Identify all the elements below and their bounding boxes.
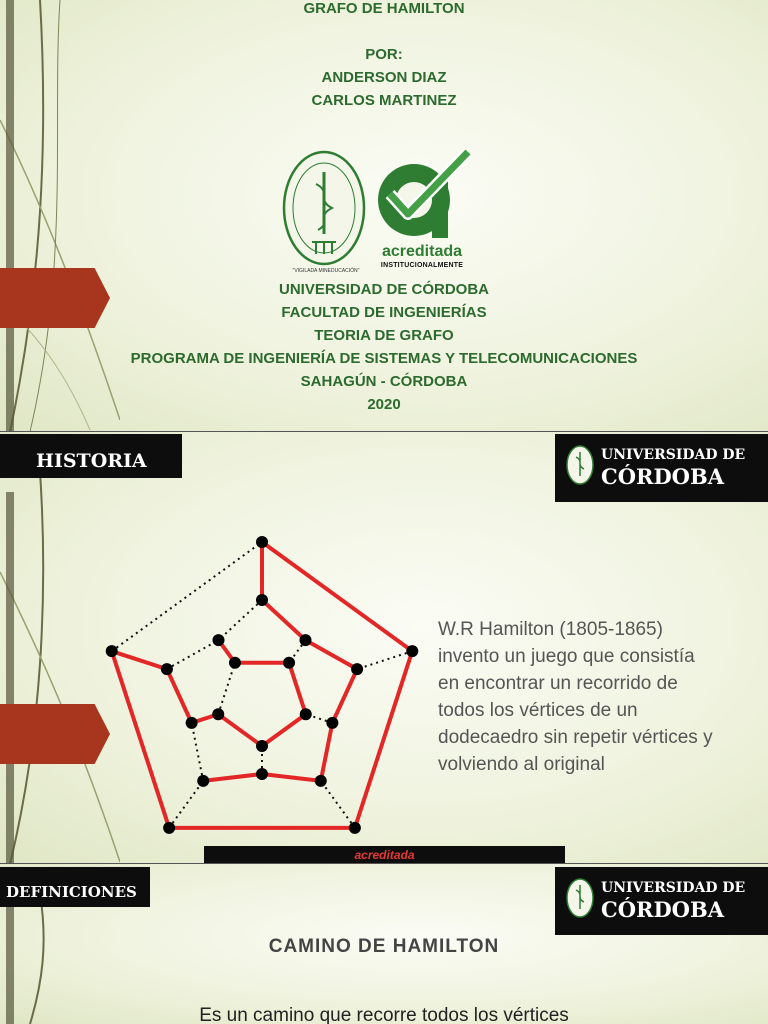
hamiltonian-cycle-edge: [203, 774, 262, 781]
hamiltonian-cycle-edge: [112, 651, 169, 828]
graph-vertex: [256, 740, 268, 752]
graph-vertex: [256, 536, 268, 548]
title-slide: [0, 0, 768, 432]
graph-vertex: [256, 768, 268, 780]
university-logo-badge: [555, 867, 768, 935]
graph-edge-dotted: [321, 781, 355, 828]
acreditada-subtitle: INSTITUCIONALMENTE: [380, 262, 464, 269]
graph-vertex: [351, 663, 363, 675]
hamiltonian-cycle-edge: [262, 600, 305, 640]
mini-crest-icon: [565, 877, 595, 919]
graph-vertex: [406, 645, 418, 657]
slide-title: GRAFO DE HAMILTON: [303, 0, 465, 17]
section-label-historia: HISTORIA: [0, 434, 182, 478]
graph-vertex: [315, 775, 327, 787]
history-slide: [0, 432, 768, 864]
logo-line-2: CÓRDOBA: [601, 897, 725, 922]
graph-vertex: [186, 717, 198, 729]
section-label-definiciones: DEFINICIONES: [0, 867, 150, 907]
university-name: UNIVERSIDAD DE CÓRDOBA: [278, 281, 489, 298]
definitions-slide: [0, 864, 768, 1024]
graph-vertex: [212, 708, 224, 720]
author-2: CARLOS MARTINEZ: [311, 92, 457, 109]
year: 2020: [367, 396, 401, 413]
program-name: PROGRAMA DE INGENIERÍA DE SISTEMAS Y TELECOMUNICACIONES: [130, 350, 638, 367]
graph-vertex: [283, 657, 295, 669]
definition-text: Es un camino que recorre todos los vértices: [199, 1005, 569, 1024]
graph-vertex: [326, 717, 338, 729]
crest-motto: "VIGILADA MINEDUCACIÓN": [292, 268, 360, 274]
acreditada-footer-badge: acreditada: [204, 846, 565, 864]
graph-vertex: [256, 594, 268, 606]
by-label: POR:: [365, 46, 403, 63]
graph-vertex: [161, 663, 173, 675]
logo-line-2: CÓRDOBA: [601, 464, 725, 489]
course-name: TEORIA DE GRAFO: [314, 327, 454, 344]
hamiltonian-cycle-edge: [332, 669, 357, 723]
history-paragraph: W.R Hamilton (1805-1865) invento un juego que consistía en encontrar un recorrido de todos los vértices de un dodecaedro sin repetir vértices y volviendo al original: [438, 619, 713, 775]
hamiltonian-cycle-edge: [167, 669, 192, 723]
hamiltonian-cycle-edge: [321, 723, 333, 781]
logo-line-1: UNIVERSIDAD DE: [601, 447, 746, 463]
hamiltonian-cycle-edge: [289, 663, 306, 714]
graph-vertex: [106, 645, 118, 657]
author-1: ANDERSON DIAZ: [321, 69, 447, 86]
university-logo-badge: [555, 434, 768, 502]
graph-vertex: [229, 657, 241, 669]
graph-vertex: [197, 775, 209, 787]
graph-edge-dotted: [167, 640, 219, 669]
graph-edge-dotted: [219, 600, 262, 640]
location: SAHAGÚN - CÓRDOBA: [300, 373, 468, 390]
mini-crest-icon: [565, 444, 595, 486]
graph-edge-dotted: [169, 781, 203, 828]
graph-vertex: [349, 822, 361, 834]
hamiltonian-cycle-edge: [262, 542, 412, 651]
university-crest-logo: [282, 150, 366, 272]
graph-vertex: [163, 822, 175, 834]
dodecahedron-graph: [90, 522, 430, 842]
graph-vertex: [213, 634, 225, 646]
graph-edge-dotted: [112, 542, 262, 651]
graph-vertex: [299, 634, 311, 646]
hamiltonian-cycle-edge: [262, 774, 321, 781]
hamiltonian-cycle-edge: [112, 651, 167, 669]
hamiltonian-cycle-edge: [262, 714, 306, 746]
graph-edge-dotted: [192, 723, 204, 781]
logo-line-1: UNIVERSIDAD DE: [601, 880, 746, 896]
hamiltonian-cycle-edge: [218, 714, 262, 746]
faculty-name: FACULTAD DE INGENIERÍAS: [281, 304, 487, 321]
acreditada-wordmark: acreditada: [381, 243, 463, 260]
graph-edge-dotted: [218, 663, 235, 714]
hamiltonian-cycle-edge: [305, 640, 357, 669]
graph-vertex: [300, 708, 312, 720]
graph-edge-dotted: [357, 651, 412, 669]
hamiltonian-cycle-edge: [355, 651, 412, 828]
section-heading: CAMINO DE HAMILTON: [268, 936, 500, 957]
